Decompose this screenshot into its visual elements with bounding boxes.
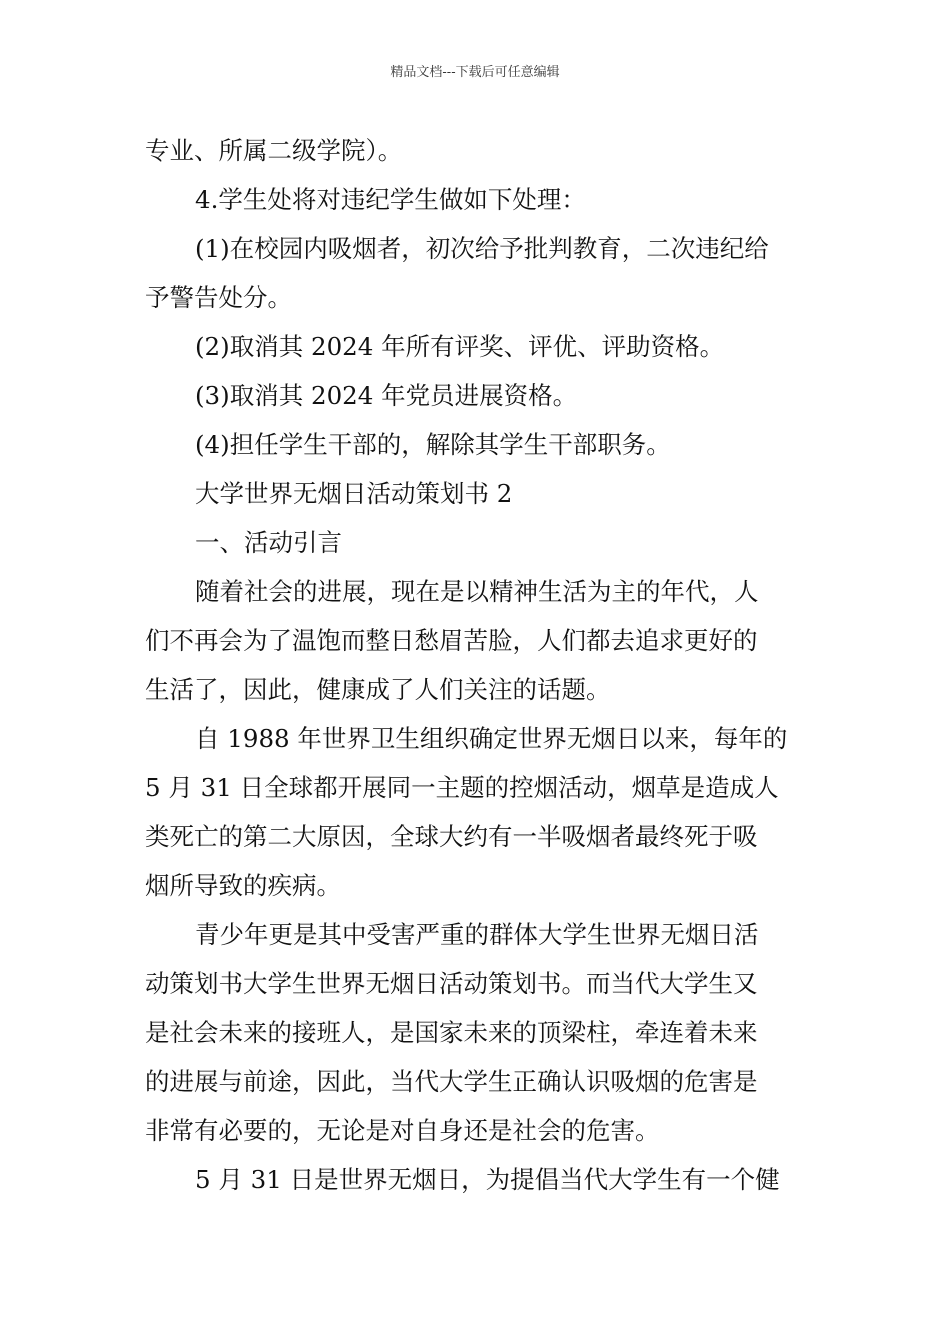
page-header: 精品文档---下载后可任意编辑 (390, 65, 560, 80)
body-line: 专业、所属二级学院）。 (145, 136, 403, 165)
body-line: 5 月 31 日是世界无烟日，为提倡当代大学生有一个健 (195, 1165, 780, 1194)
section-heading: 一、活动引言 (195, 528, 342, 557)
body-line: 5 月 31 日全球都开展同一主题的控烟活动，烟草是造成人 (145, 773, 779, 802)
body-line: 的进展与前途，因此，当代大学生正确认识吸烟的危害是 (145, 1067, 758, 1096)
body-line: 非常有必要的，无论是对自身还是社会的危害。 (145, 1116, 660, 1145)
body-line: 是社会未来的接班人，是国家未来的顶梁柱，牵连着未来 (145, 1018, 758, 1047)
body-line: 们不再会为了温饱而整日愁眉苦脸，人们都去追求更好的 (145, 626, 758, 655)
body-line: 青少年更是其中受害严重的群体大学生世界无烟日活 (195, 920, 759, 949)
body-line: 烟所导致的疾病。 (145, 871, 341, 900)
body-line: (4)担任学生干部的，解除其学生干部职务。 (195, 430, 671, 459)
body-line: 动策划书大学生世界无烟日活动策划书。而当代大学生又 (145, 969, 758, 998)
section-title: 大学世界无烟日活动策划书 2 (195, 479, 513, 508)
body-line: (3)取消其 2024 年党员进展资格。 (195, 381, 578, 410)
body-line: 4.学生处将对违纪学生做如下处理： (195, 185, 586, 214)
body-line: 类死亡的第二大原因，全球大约有一半吸烟者最终死于吸 (145, 822, 758, 851)
document-body (145, 126, 810, 1204)
body-line: (1)在校园内吸烟者，初次给予批判教育，二次违纪给 (195, 234, 769, 263)
body-line: 生活了，因此，健康成了人们关注的话题。 (145, 675, 611, 704)
body-line: (2)取消其 2024 年所有评奖、评优、评助资格。 (195, 332, 725, 361)
body-line: 随着社会的进展，现在是以精神生活为主的年代，人 (195, 577, 759, 606)
body-line: 自 1988 年世界卫生组织确定世界无烟日以来，每年的 (195, 724, 788, 753)
body-line: 予警告处分。 (145, 283, 292, 312)
